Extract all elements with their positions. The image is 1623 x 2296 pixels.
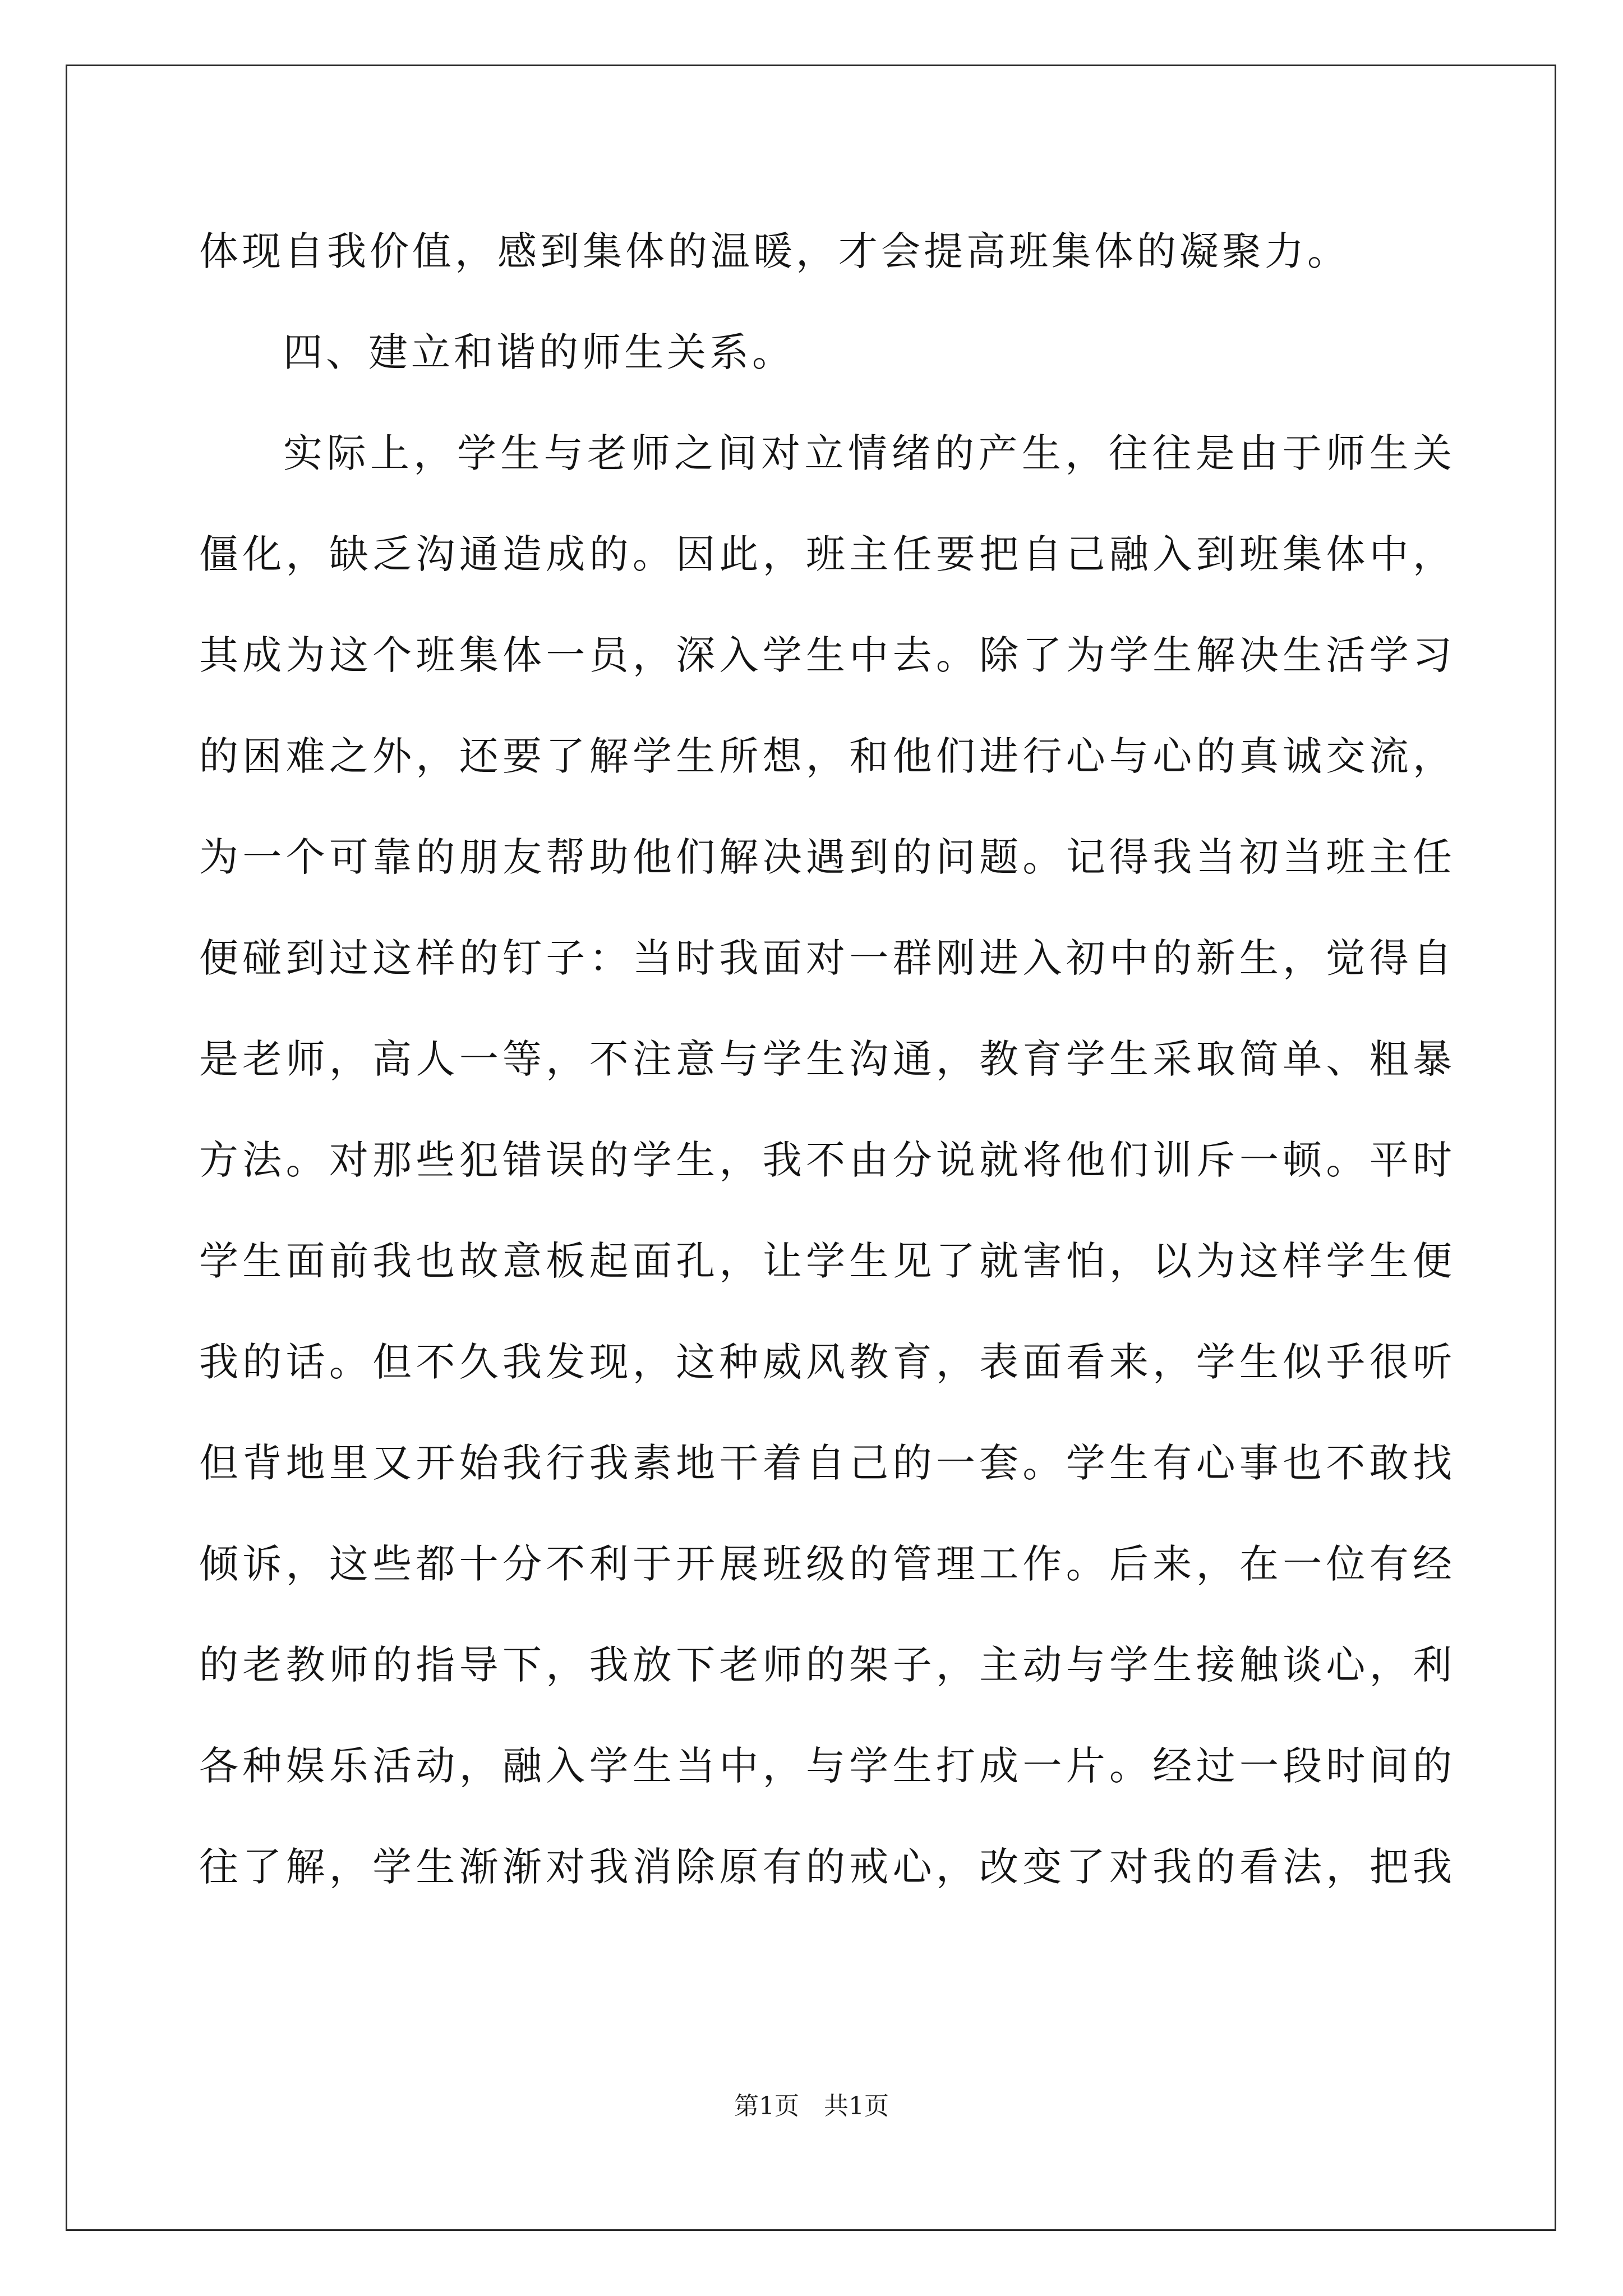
text-line: 体现自我价值，感到集体的温暖，才会提高班集体的凝聚力。 xyxy=(199,228,1350,274)
text-line: 便碰到过这样的钉子：当时我面对一群刚进入初中的新生，觉得自 xyxy=(199,935,1455,981)
section-heading: 四、建立和谐的师生关系。 xyxy=(283,329,795,375)
page-number-footer: 第1页 共1页 xyxy=(734,2092,889,2120)
text-line: 学生面前我也故意板起面孔，让学生见了就害怕，以为这样学生便 xyxy=(199,1238,1455,1284)
text-line: 的困难之外，还要了解学生所想，和他们进行心与心的真诚交流， xyxy=(199,733,1455,779)
text-line: 僵化，缺乏沟通造成的。因此，班主任要把自己融入到班集体中， xyxy=(199,531,1455,577)
text-line: 但背地里又开始我行我素地干着自己的一套。学生有心事也不敢找 xyxy=(199,1440,1455,1486)
text-line: 倾诉，这些都十分不利于开展班级的管理工作。后来，在一位有经 xyxy=(199,1541,1455,1587)
text-line: 各种娱乐活动，融入学生当中，与学生打成一片。经过一段时间的 xyxy=(199,1743,1455,1789)
text-line: 的老教师的指导下，我放下老师的架子，主动与学生接触谈心，利 xyxy=(199,1642,1455,1688)
text-line: 是老师，高人一等，不注意与学生沟通，教育学生采取简单、粗暴 xyxy=(199,1036,1455,1082)
text-line: 方法。对那些犯错误的学生，我不由分说就将他们训斥一顿。平时 xyxy=(199,1137,1455,1183)
text-line: 其成为这个班集体一员，深入学生中去。除了为学生解决生活学习 xyxy=(199,632,1455,678)
text-line: 为一个可靠的朋友帮助他们解决遇到的问题。记得我当初当班主任 xyxy=(199,834,1455,880)
text-line: 我的话。但不久我发现，这种威风教育，表面看来，学生似乎很听 xyxy=(199,1339,1455,1385)
text-line: 往了解，学生渐渐对我消除原有的戒心，改变了对我的看法，把我 xyxy=(199,1844,1455,1890)
text-line: 实际上，学生与老师之间对立情绪的产生，往往是由于师生关 xyxy=(283,430,1455,476)
